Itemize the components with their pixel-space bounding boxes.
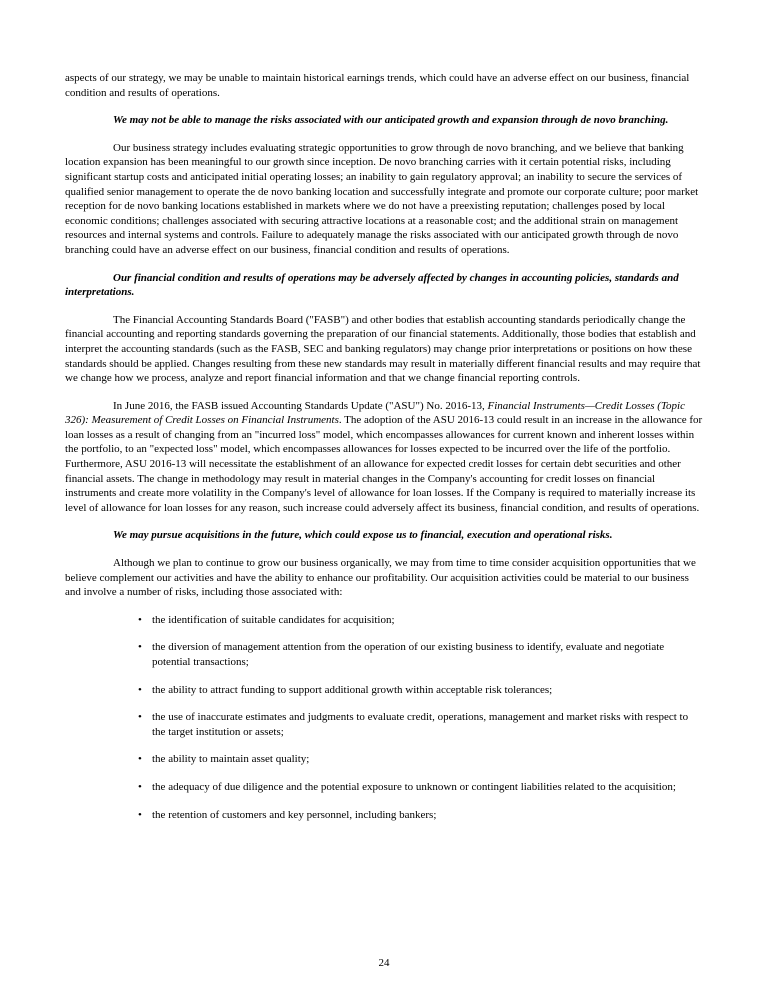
- bullet-item-funding: [65, 683, 703, 698]
- bullet-text: the identification of suitable candidates for acquisition;: [152, 613, 395, 626]
- paragraph-fasb-standards: The Financial Accounting Standards Board ("FASB") and other bodies that establish accounting standards periodically change the financial accounting and reporting standards governing the preparation of our financial statements. Additionally, those bodies that establish and interpret the accounting standards (such as the FASB, SEC and banking regulators) may change prior interpretations or positions on how these standards should be applied. Changes resulting from these new standards may result in materially different financial results and may require that we change how we process, analyze and report financial information and that we change financial reporting controls.: [65, 313, 701, 385]
- bullet-item-due-diligence: [65, 780, 703, 795]
- paragraph-asu-2016-13: [65, 399, 703, 516]
- bullet-text: the adequacy of due diligence and the potential exposure to unknown or contingent liabilities related to the acquisition;: [152, 780, 676, 793]
- bullet-item-asset-quality: [65, 752, 703, 767]
- bullet-icon: [138, 613, 152, 628]
- bullet-text: the retention of customers and key personnel, including bankers;: [152, 808, 437, 821]
- bullet-text: the ability to maintain asset quality;: [152, 753, 310, 766]
- paragraph-acquisitions-intro: Although we plan to continue to grow our business organically, we may from time to time consider acquisition opportunities that we believe complement our activities and have the ability to enhance our profitability. Our acquisition activities could be material to our business and involve a number of risks, including those associated with:: [65, 557, 696, 599]
- bullet-item-candidates: [65, 613, 703, 628]
- paragraph-de-novo-branching: Our business strategy includes evaluating strategic opportunities to grow through de novo branching, and we believe that banking location expansion has been meaningful to our growth since inception. De novo branching carries with it certain potential risks, including significant startup costs and anticipated initial operating losses; an inability to gain regulatory approval; an inability to secure the services of qualified senior management to operate the de novo banking location and successfully integrate and promote our corporate culture; poor market reception for de novo banking locations established in markets where we do not have a preexisting reputation; challenges posed by local economic conditions; challenges associated with securing attractive locations at a reasonable cost; and the additional strain on management resources and internal systems and controls. Failure to adequately manage the risks associated with our anticipated growth through de novo branching could have an adverse effect on our business, financial condition and results of operations.: [65, 141, 699, 256]
- bullet-text: the ability to attract funding to support additional growth within acceptable risk tolerances;: [152, 683, 553, 696]
- bullet-icon: [138, 683, 152, 698]
- bullet-text: the diversion of management attention from the operation of our existing business to identify, evaluate and negotiate potential transactions;: [152, 641, 665, 668]
- bullet-text: the use of inaccurate estimates and judgments to evaluate credit, operations, management and market risks with respect to the target institution or assets;: [152, 711, 689, 738]
- asu-citation-italic: Financial Instruments—Credit Losses (Topic 326): Measurement of Credit Losses on Financial Instruments: [65, 399, 686, 427]
- text-content: [65, 71, 703, 822]
- bullet-icon: [138, 780, 152, 795]
- risk-heading-acquisitions: We may pursue acquisitions in the future, which could expose us to financial, execution and operational risks.: [113, 529, 613, 542]
- risk-heading-de-novo-branching: We may not be able to manage the risks associated with our anticipated growth and expansion through de novo branching.: [113, 114, 669, 127]
- bullet-icon: [138, 752, 152, 767]
- paragraph-continuation: aspects of our strategy, we may be unable to maintain historical earnings trends, which could have an adverse effect on our business, financial condition and results of operations.: [65, 72, 690, 99]
- bullet-icon: [138, 710, 152, 739]
- bullet-item-management-diversion: [65, 640, 703, 669]
- asu-text-lead: In June 2016, the FASB issued Accounting Standards Update ("ASU") No. 2016-13,: [113, 399, 488, 412]
- page-number: 24: [378, 957, 390, 969]
- asu-text-body: . The adoption of the ASU 2016-13 could result in an increase in the allowance for loan losses as a result of changing from an "incurred loss" model, which encompasses allowances for current known and inherent losses within the portfolio, to an "expected loss" model, which encompasses allowances for losses expected to be incurred over the life of the portfolio. Furthermore, ASU 2016-13 will necessitate the establishment of an allowance for expected credit losses for certain debt securities and other financial assets. The change in methodology may result in material changes in the Company's accounting for credit losses on financial instruments and create more volatility in the Company's level of allowance for loan losses. If the Company is required to materially increase its level of allowance for loan losses for any reason, such increase could adversely affect its business, financial condition, and results of operations.: [65, 414, 703, 514]
- bullet-item-inaccurate-estimates: [65, 710, 703, 739]
- bullet-item-retention: [65, 808, 703, 823]
- bullet-icon: [138, 640, 152, 669]
- risk-heading-accounting-changes: Our financial condition and results of operations may be adversely affected by changes in accounting policies, standards and interpretations.: [65, 271, 679, 299]
- bullet-icon: [138, 808, 152, 823]
